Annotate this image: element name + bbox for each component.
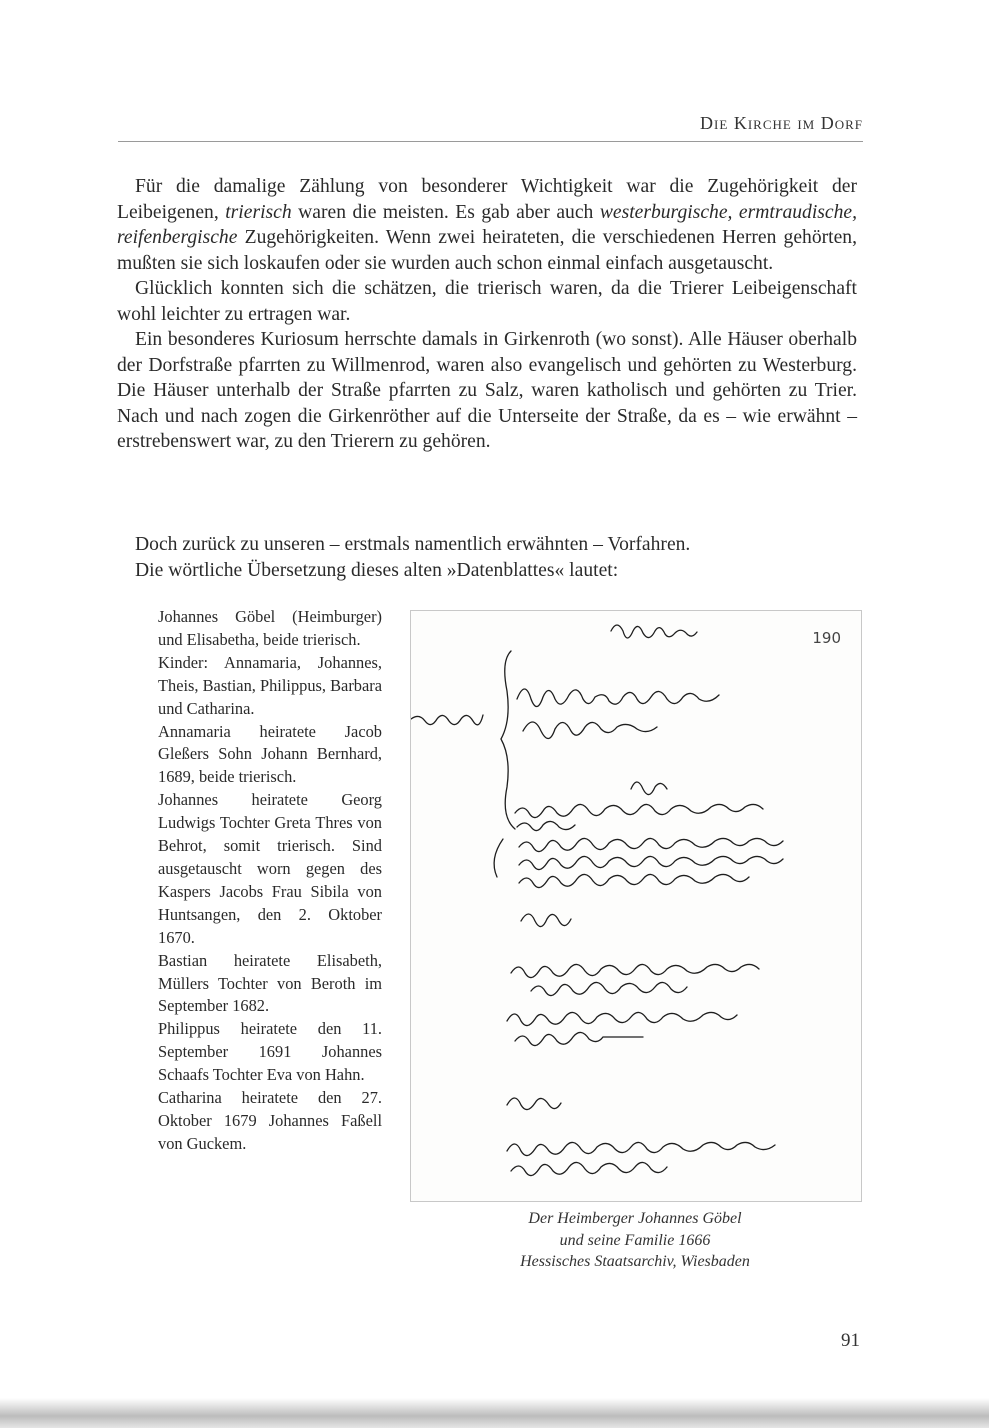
translation-entry: Bastian heiratete Elisabeth, Müllers Tochter von Beroth im September 1682. [158, 950, 382, 1016]
intro-line-2: Die wörtliche Übersetzung dieses alten »Datenblattes« lautet: [135, 559, 619, 581]
scan-edge [0, 1398, 989, 1428]
translation-entry: Catharina heiratete den 27. Oktober 1679 Johannes Faßell von Guckem. [158, 1088, 382, 1153]
page-number: 91 [841, 1330, 860, 1351]
translation-entry: Johannes Göbel (Heimburger) und Elisabetha, beide trierisch. [158, 607, 382, 649]
translation-entry: Philippus heiratete den 11. September 1691 Johannes Schaafs Tochter Eva von Hahn. [158, 1019, 382, 1085]
paragraph-1 [117, 174, 857, 276]
running-head: Die Kirche im Dorf [700, 113, 863, 133]
translation-entry: Johannes heiratete Georg Ludwigs Tochter Greta Thres von Behrot, somit trierisch. Sind ausgetauscht worn gegen des Kaspers Jacobs Frau Sibila von Huntsangen, den 2. Oktober 1670. [158, 790, 382, 947]
text-run: Für die damalige Zählung von besonderer Wichtigkeit war die Zugehörigkeit der Leibeigenen, [117, 176, 857, 223]
translation-entry: Annamaria heiratete Jacob Gleßers Sohn Johann Bernhard, 1689, beide trierisch. [158, 721, 382, 787]
intro-text [135, 532, 875, 583]
intro-line-1: Doch zurück zu unseren – erstmals namentlich erwähnten – Vorfahren. [135, 534, 691, 555]
caption-line-1: Der Heimberger Johannes Göbel [528, 1210, 742, 1227]
header-rule [118, 141, 863, 142]
paragraph-2 [117, 276, 857, 327]
figure-number: 190 [812, 629, 841, 647]
emphasis-text: westerburgische, ermtraudische, reifenbergische [117, 201, 857, 248]
text-run: Glücklich konnten sich die schätzen, die trierisch waren, da die Trierer Leibeigenschaft wohl leichter zu ertragen war. [117, 278, 857, 325]
caption-line-3: Hessisches Staatsarchiv, Wiesbaden [520, 1253, 750, 1270]
translation-column [158, 606, 382, 1156]
manuscript-figure [410, 610, 862, 1202]
text-run: Zugehörigkeiten. Wenn zwei heirateten, die verschiedenen Herren gehörten, mußten sie sich loskaufen oder sie wurden auch schon einmal einfach ausgetauscht. [117, 227, 857, 274]
translation-entry: Kinder: Annamaria, Johannes, Theis, Bastian, Philippus, Barbara und Catharina. [158, 652, 382, 718]
handwriting-image [411, 611, 861, 1201]
body-text [117, 174, 857, 455]
emphasis-text: trierisch [225, 201, 292, 223]
text-run: waren die meisten. Es gab aber auch [291, 201, 600, 223]
text-run: Ein besonderes Kuriosum herrschte damals in Girkenroth (wo sonst). Alle Häuser oberhalb der Dorfstraße pfarrten zu Willmenrod, waren also evangelisch und gehörten zu Westerburg. Die Häuser unterhalb der Straße pfarrten zu Salz, waren katholisch und gehörten zu Trier. Nach und nach zogen die Girkenröther auf die Unterseite der Straße, da es – wie erwähnt – erstrebenswert war, zu den Trierern zu gehören. [117, 329, 857, 452]
caption-line-2: und seine Familie 1666 [559, 1231, 711, 1249]
figure-caption [410, 1208, 860, 1273]
paragraph-3 [117, 327, 857, 455]
